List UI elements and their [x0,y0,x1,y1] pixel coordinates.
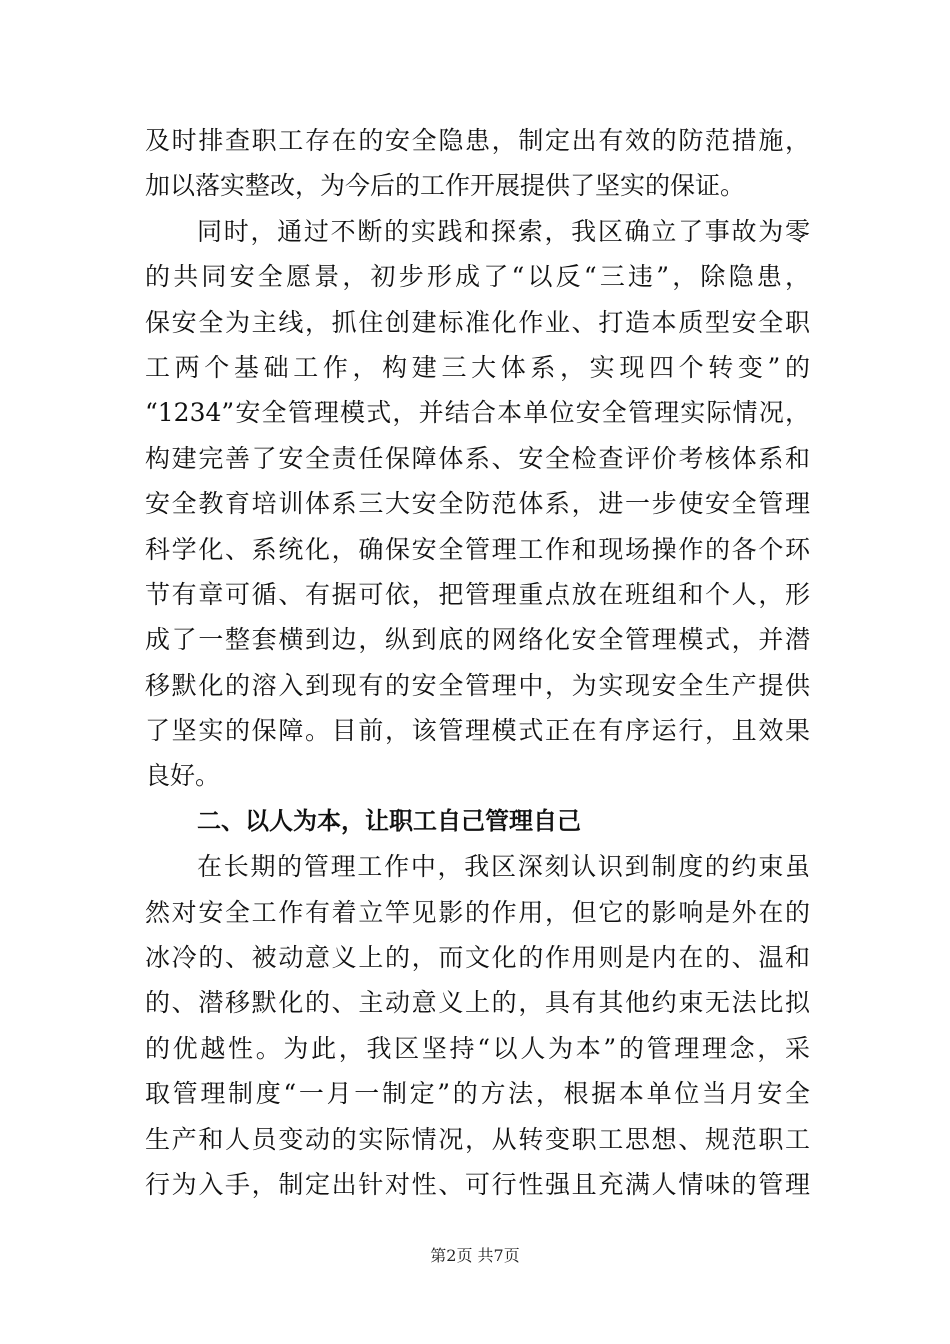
text-line: 移默化的溶入到现有的安全管理中，为实现安全生产提供 [145,670,810,700]
text-line: 行为入手，制定出针对性、可行性强且充满人情味的管理 [145,1169,810,1199]
text-line: 节有章可循、有据可依，把管理重点放在班组和个人，形 [145,579,810,609]
text-line: 然对安全工作有着立竿见影的作用，但它的影响是外在的 [145,897,810,927]
text-line: 生产和人员变动的实际情况，从转变职工思想、规范职工 [145,1124,810,1154]
text-line: 成了一整套横到边，纵到底的网络化安全管理模式，并潜 [145,625,810,655]
text-line: 及时排查职工存在的安全隐患，制定出有效的防范措施， [145,126,810,155]
text-line: 工两个基础工作，构建三大体系，实现四个转变”的 [145,352,810,382]
text-line: 保安全为主线，抓住创建标准化作业、打造本质型安全职 [145,307,810,337]
text-line: 取管理制度“一月一制定”的方法，根据本单位当月安全 [145,1079,810,1109]
section-heading: 二、以人为本，让职工自己管理自己 [197,806,581,835]
document-body [145,118,810,1207]
text-line: 安全教育培训体系三大安全防范体系，进一步使安全管理 [145,489,810,519]
text-line: 的优越性。为此，我区坚持“以人为本”的管理理念，采 [145,1033,810,1063]
text-line: 了坚实的保障。目前，该管理模式正在有序运行，且效果 [145,716,810,746]
text-line: 加以落实整改，为今后的工作开展提供了坚实的保证。 [145,171,746,201]
page-number-footer: 第2页 共7页 [430,1246,520,1265]
paragraph-start-line: 同时，通过不断的实践和探索，我区确立了事故为零 [197,216,810,246]
text-line: 的、潜移默化的、主动意义上的，具有其他约束无法比拟 [145,988,810,1018]
paragraph-start-line: 在长期的管理工作中，我区深刻认识到制度的约束虽 [197,852,810,882]
text-line: 冰冷的、被动意义上的，而文化的作用则是内在的、温和 [145,943,810,973]
text-line: 科学化、系统化，确保安全管理工作和现场操作的各个环 [145,534,810,564]
text-line: 良好。 [145,761,221,791]
text-line: 的共同安全愿景，初步形成了“以反“三违”，除隐患， [145,262,810,292]
text-line: “1234”安全管理模式，并结合本单位安全管理实际情况， [145,398,810,428]
text-line: 构建完善了安全责任保障体系、安全检查评价考核体系和 [145,443,810,473]
